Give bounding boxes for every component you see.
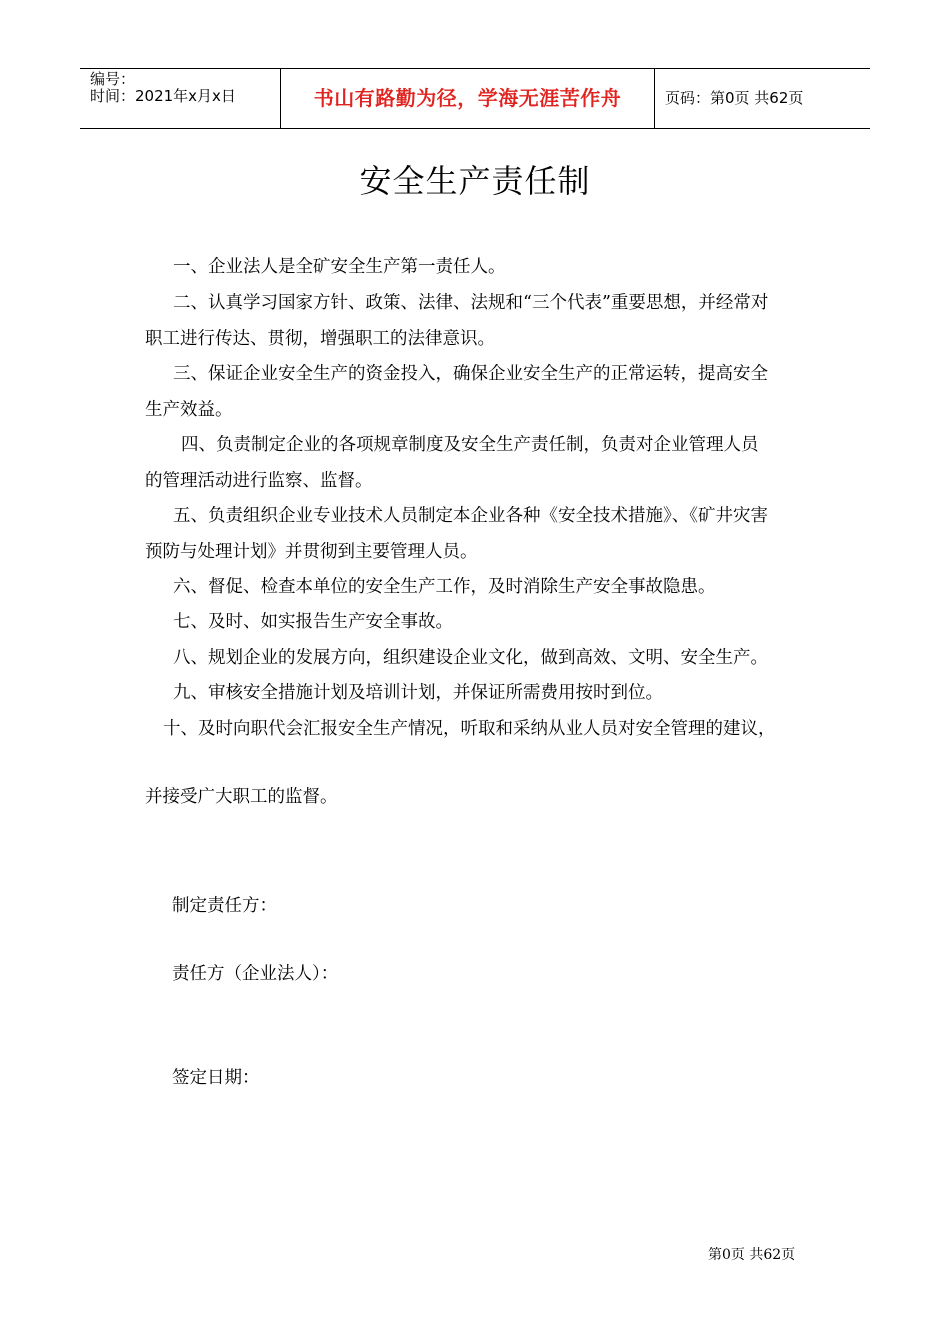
clause-10-continuation — [145, 780, 810, 816]
clause-1-line-1: 一、企业法人是全矿安全生产第一责任人。 — [173, 257, 506, 277]
clause-4 — [145, 428, 810, 499]
header-motto: 书山有路勤为径，学海无涯苦作舟 — [281, 69, 655, 128]
clause-10 — [145, 712, 810, 748]
clause-9 — [145, 676, 810, 712]
sign-date-label: 签定日期： — [172, 1068, 260, 1088]
clause-10-line-2: 并接受广大职工的监督。 — [145, 787, 338, 807]
clause-3 — [145, 357, 810, 428]
maker-signature-label: 制定责任方： — [172, 896, 277, 916]
clause-5 — [145, 499, 810, 570]
clause-7 — [145, 605, 810, 641]
document-title: 安全生产责任制 — [359, 162, 591, 200]
clause-8-line-1: 八、规划企业的发展方向，组织建设企业文化，做到高效、文明、安全生产。 — [173, 648, 768, 668]
header-time-label: 时间：2021年x月x日 — [90, 87, 236, 105]
clause-1 — [145, 250, 810, 286]
header-meta — [80, 69, 281, 128]
clause-6-line-1: 六、督促、检查本单位的安全生产工作，及时消除生产安全事故隐患。 — [173, 577, 716, 597]
clause-7-line-1: 七、及时、如实报告生产安全事故。 — [173, 612, 453, 632]
clause-2 — [145, 286, 810, 357]
clause-2-line-2: 职工进行传达、贯彻，增强职工的法律意识。 — [145, 328, 495, 349]
clause-3-line-1: 三、保证企业安全生产的资金投入，确保企业安全生产的正常运转，提高安全 — [173, 364, 768, 384]
clause-10-line-1: 十、及时向职代会汇报安全生产情况，听取和采纳从业人员对安全管理的建议， — [163, 719, 776, 739]
clause-9-line-1: 九、审核安全措施计划及培训计划，并保证所需费用按时到位。 — [173, 683, 663, 703]
clause-5-line-2: 预防与处理计划》并贯彻到主要管理人员。 — [145, 541, 478, 562]
header-page-info: 页码：第0页 共62页 — [665, 89, 804, 107]
header-number-label: 编号： — [90, 70, 136, 88]
clause-3-line-2: 生产效益。 — [145, 399, 233, 420]
clause-4-line-1: 四、负责制定企业的各项规章制度及安全生产责任制，负责对企业管理人员 — [181, 435, 759, 455]
responsible-signature-label: 责任方（企业法人）： — [172, 964, 339, 984]
clause-6 — [145, 570, 810, 606]
clause-2-line-1: 二、认真学习国家方针、政策、法律、法规和“三个代表”重要思想，并经常对 — [173, 293, 769, 313]
document-header — [80, 68, 870, 129]
clause-4-line-2: 的管理活动进行监察、监督。 — [145, 470, 373, 491]
footer-page-info: 第0页 共62页 — [708, 1247, 796, 1263]
clause-5-line-1: 五、负责组织企业专业技术人员制定本企业各种《安全技术措施》、《矿井灾害 — [173, 506, 768, 526]
clause-8 — [145, 641, 810, 677]
